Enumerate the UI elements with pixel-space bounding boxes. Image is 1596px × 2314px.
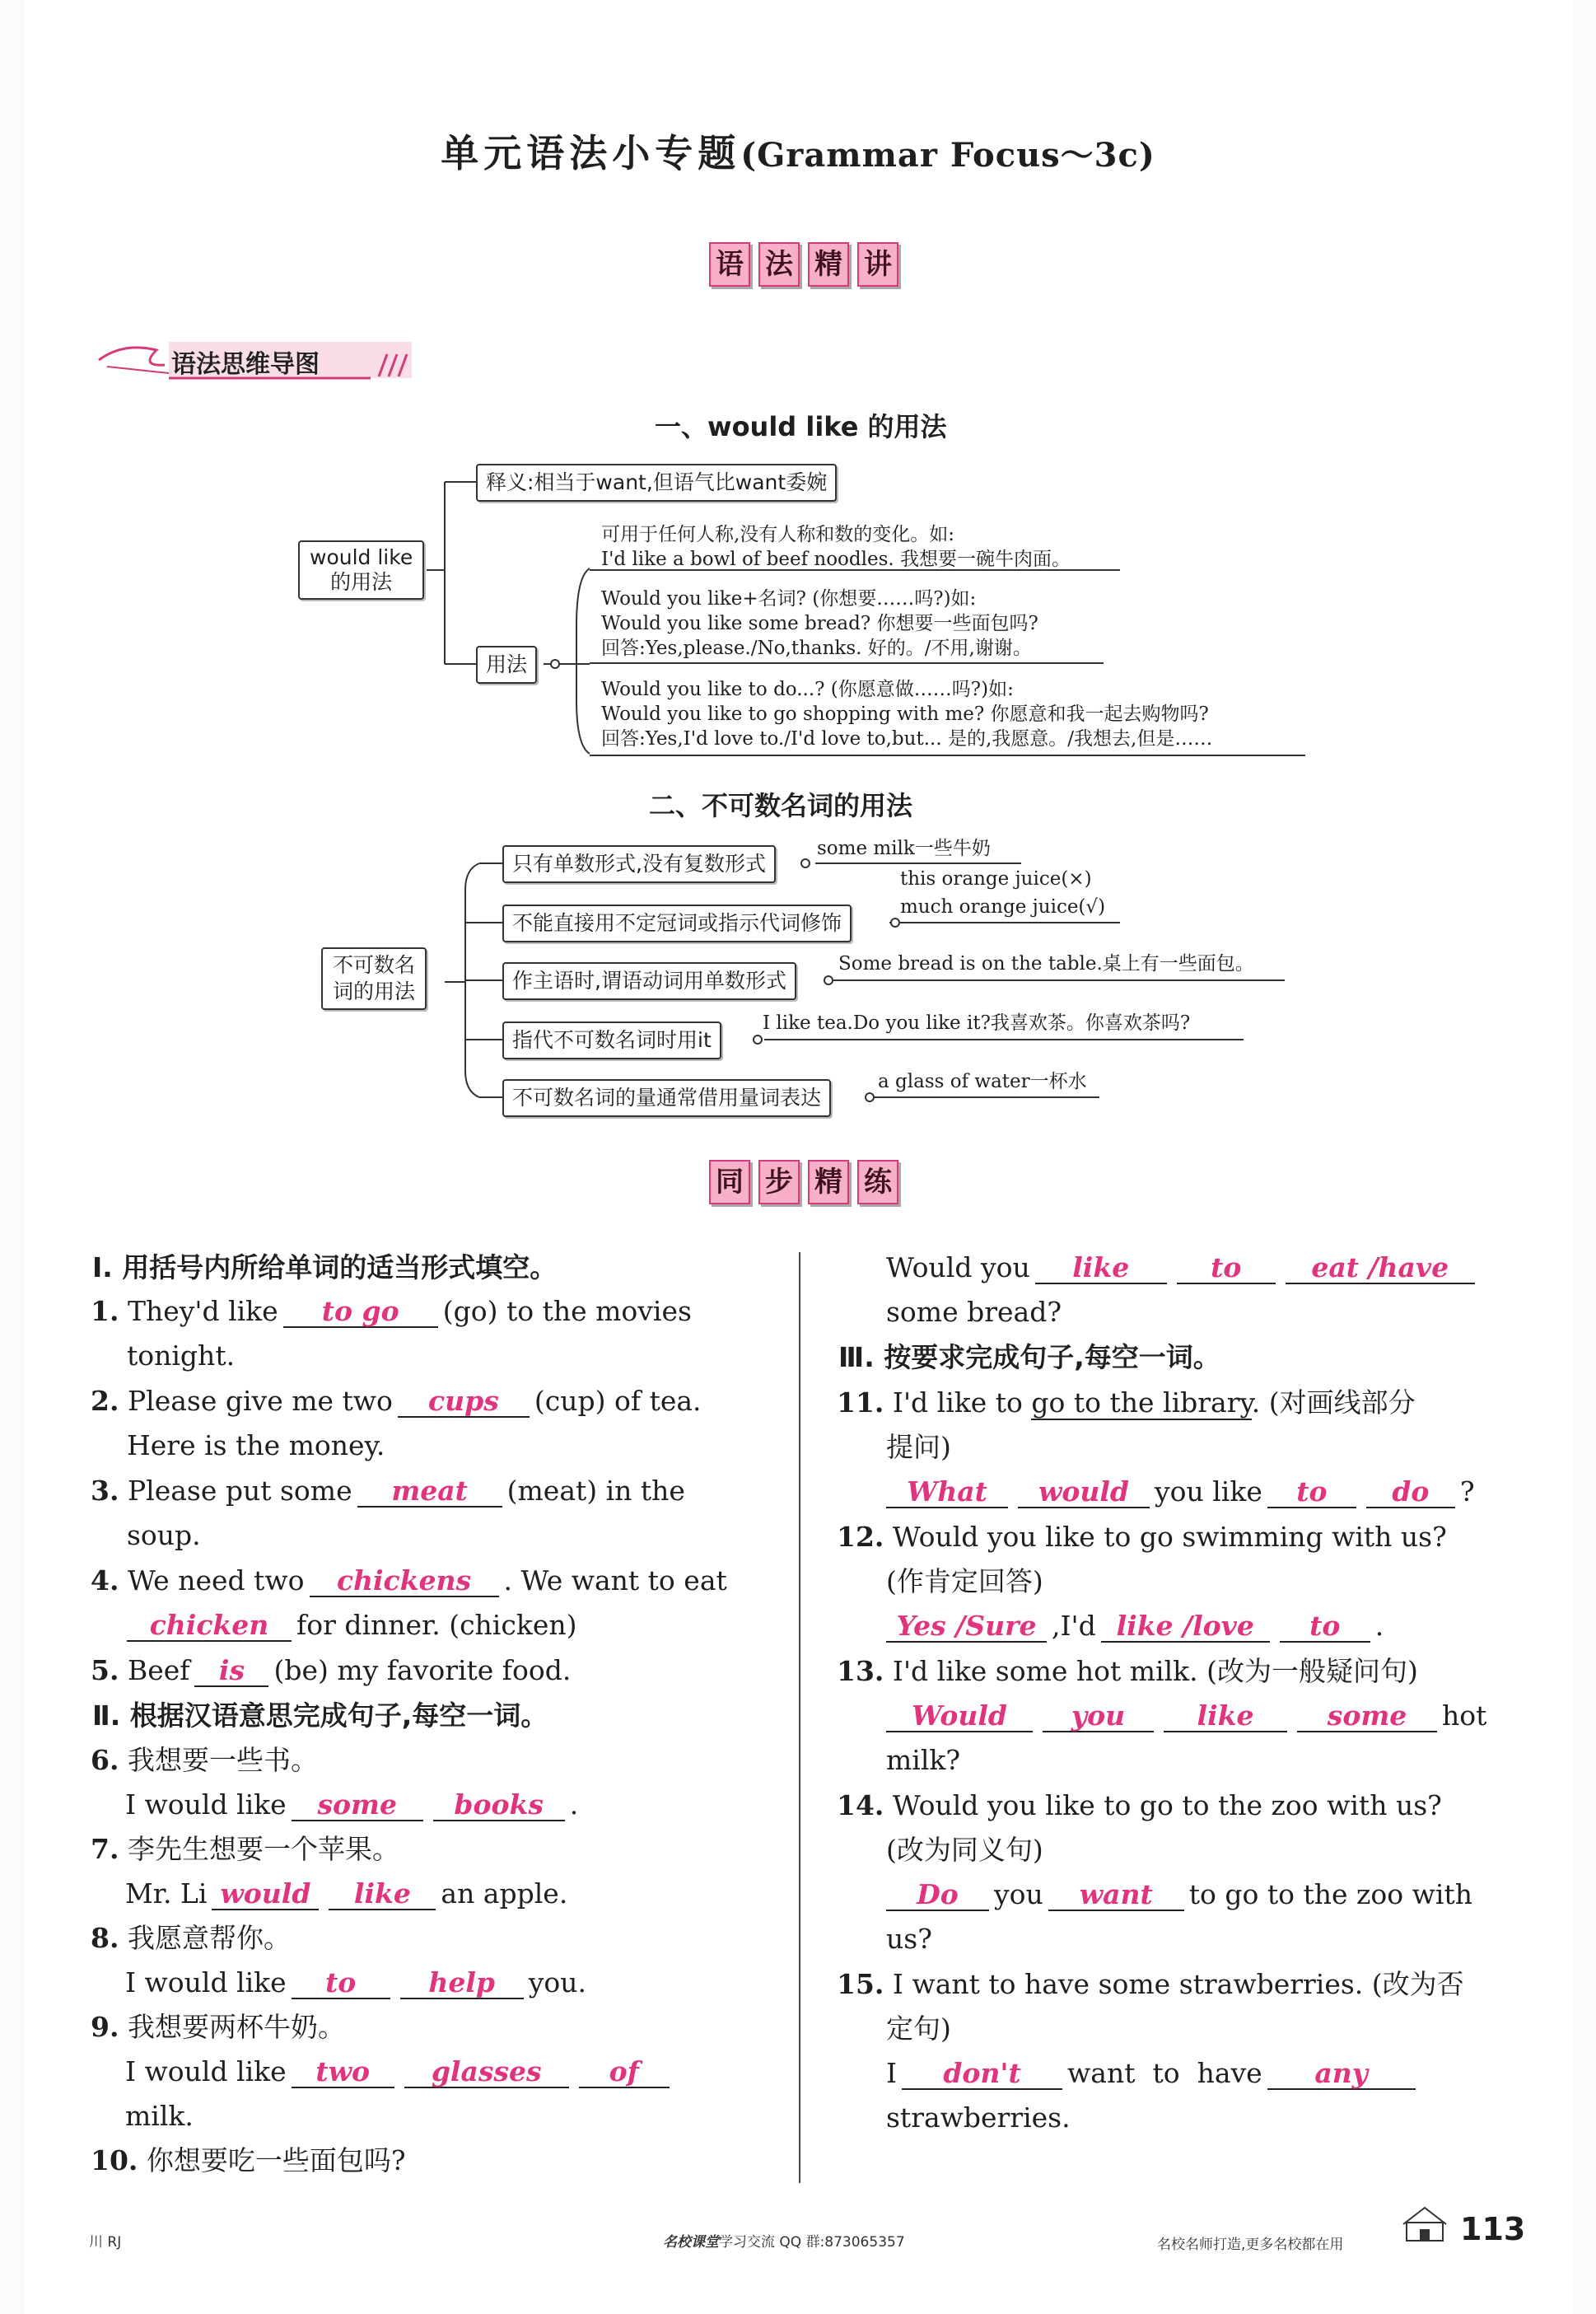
q-text: . We want to eat: [503, 1564, 727, 1596]
footer-edition: 川 RJ: [89, 2234, 122, 2251]
question-9: [91, 2011, 345, 2044]
q-number: 13.: [837, 1655, 884, 1687]
mindmap2-box-2: 不能直接用不定冠词或指示代词修饰: [502, 905, 852, 942]
answer-blank: some: [292, 1790, 423, 1821]
answer-blank: like: [1035, 1253, 1167, 1284]
exercise-heading-1: Ⅰ. 用括号内所给单词的适当形式填空。: [92, 1251, 558, 1283]
footer-slogan: 名校名师打造,更多名校都在用: [1157, 2237, 1344, 2253]
note-line: 回答:Yes,please./No,thanks. 好的。/不用,谢谢。: [601, 638, 1032, 659]
question-14-answer: [881, 1878, 1472, 1911]
question-7: [91, 1833, 399, 1866]
answer-blank: chickens: [310, 1566, 499, 1597]
q-number: 3.: [91, 1475, 119, 1507]
answer-blank: What: [886, 1477, 1008, 1508]
question-8-answer: [125, 1966, 586, 1999]
q-number: 7.: [91, 1833, 119, 1865]
mindmap2-note-5: a glass of water一杯水: [878, 1071, 1087, 1092]
q-number: 6.: [91, 1744, 119, 1776]
question-15-cont: 定句): [886, 2012, 951, 2045]
q-text: 我愿意帮你。: [127, 1922, 291, 1954]
q-number: 15.: [837, 1968, 884, 2000]
q-text: 李先生想要一个苹果。: [127, 1833, 399, 1865]
answer-blank: some: [1297, 1701, 1437, 1732]
answer-blank: meat: [357, 1476, 502, 1508]
exercise-heading-3: Ⅲ. 按要求完成句子,每空一词。: [838, 1341, 1220, 1373]
q-text: I would like: [125, 1966, 287, 1998]
q-text: you like: [1155, 1475, 1262, 1508]
q-text: Please give me two: [127, 1385, 393, 1417]
answer-blank: chicken: [127, 1610, 292, 1642]
answer-blank: is: [194, 1656, 268, 1687]
answer-blank: to: [1280, 1611, 1370, 1643]
q-text: I: [886, 2057, 898, 2089]
question-6: [91, 1744, 318, 1777]
q-number: 4.: [91, 1564, 119, 1596]
answer-blank: help: [400, 1968, 524, 1999]
section-badge-practice: [709, 1160, 898, 1204]
mindmap2-lines: [0, 0, 1596, 1153]
q-text: you: [994, 1878, 1043, 1910]
exercise-heading-2: Ⅱ. 根据汉语意思完成句子,每空一词。: [92, 1699, 548, 1732]
mindmap2-note-1: some milk一些牛奶: [817, 838, 991, 859]
q-text: I'd like some hot milk. (改为一般疑问句): [892, 1655, 1418, 1687]
question-13: [837, 1655, 1418, 1688]
mindmap1-usage-box: 用法: [476, 646, 537, 684]
q-text: Would you: [886, 1251, 1030, 1283]
q-text: (meat) in the: [506, 1475, 685, 1507]
q-text: (be) my favorite food.: [273, 1654, 572, 1686]
question-9-cont: milk.: [125, 2100, 194, 2132]
q-text: (cup) of tea.: [534, 1385, 702, 1417]
badge-char: 精: [808, 242, 849, 287]
answer-blank: like: [1164, 1701, 1287, 1732]
question-8: [91, 1922, 291, 1955]
badge-char: 练: [857, 1160, 898, 1204]
answer-blank: to: [1177, 1253, 1276, 1284]
mindmap-label: 语法思维导图: [171, 350, 320, 379]
mindmap2-box-1: 只有单数形式,没有复数形式: [502, 845, 776, 883]
q-text: 你想要吃一些面包吗?: [146, 2144, 406, 2176]
question-13-answer: [881, 1699, 1486, 1732]
column-divider: [799, 1252, 800, 2183]
question-2: [91, 1385, 702, 1418]
q-text: We need two: [127, 1564, 305, 1596]
badge-char: 法: [758, 242, 800, 287]
root-line: 词的用法: [333, 979, 416, 1003]
badge-char: 精: [808, 1160, 849, 1204]
badge-char: 步: [758, 1160, 800, 1204]
q-text: (go) to the movies: [442, 1295, 692, 1327]
answer-blank: Would: [886, 1701, 1033, 1732]
question-12-cont: (作肯定回答): [886, 1565, 1043, 1597]
question-1: [91, 1295, 692, 1328]
q-text: I would like: [125, 1788, 287, 1821]
question-15: [837, 1968, 1464, 2001]
q-number: 8.: [91, 1922, 119, 1954]
mindmap2-box-4: 指代不可数名词时用it: [502, 1021, 721, 1059]
title-cn: 单元语法小专题: [441, 131, 741, 175]
question-1-cont: tonight.: [127, 1339, 236, 1372]
section2-heading: 二、不可数名词的用法: [649, 790, 913, 821]
question-12: [837, 1521, 1447, 1554]
answer-blank: glasses: [404, 2057, 569, 2088]
q-text: an apple.: [441, 1877, 568, 1910]
question-11: [837, 1386, 1416, 1419]
question-11-answer: [881, 1475, 1475, 1508]
mindmap2-note-2a: this orange juice(×): [900, 868, 1092, 890]
question-10-answer: [886, 1251, 1480, 1284]
question-6-answer: [125, 1788, 578, 1821]
q-text: to go to the zoo with: [1188, 1878, 1472, 1910]
answer-blank: would: [1018, 1477, 1150, 1508]
mindmap2-box-3: 作主语时,谓语动词用单数形式: [502, 962, 796, 1000]
question-14-cont: (改为同义句): [886, 1834, 1043, 1866]
q-number: 10.: [91, 2144, 138, 2176]
note-line: 可用于任何人称,没有人称和数的变化。如:: [601, 524, 955, 545]
question-9-answer: [125, 2055, 674, 2088]
note-line: Would you like+名词? (你想要……吗?)如:: [601, 588, 977, 610]
answer-blank: two: [292, 2057, 394, 2088]
question-3: [91, 1475, 685, 1508]
q-number: 1.: [91, 1295, 119, 1327]
q-text: want to have: [1067, 2057, 1262, 2089]
mindmap2-note-2b: much orange juice(√): [900, 896, 1106, 918]
answer-blank: want: [1048, 1880, 1184, 1911]
answer-blank: you: [1043, 1701, 1154, 1732]
q-text: I want to have some strawberries. (改为否: [892, 1968, 1464, 2000]
question-14: [837, 1789, 1442, 1822]
question-2-cont: Here is the money.: [127, 1429, 385, 1461]
q-text: Would you like to go to the zoo with us?: [892, 1789, 1442, 1821]
note-line: Would you like to do...? (你愿意做……吗?)如:: [601, 679, 1014, 700]
title-en: (Grammar Focus～3c): [740, 136, 1155, 175]
root-line: 不可数名: [333, 953, 416, 977]
q-text: Mr. Li: [125, 1877, 208, 1910]
question-4: [91, 1564, 727, 1597]
page-number: 113: [1460, 2211, 1526, 2247]
badge-char: 讲: [857, 242, 898, 287]
note-line: 回答:Yes,I'd love to./I'd love to,but... 是的,我愿意。/我想去,但是……: [601, 728, 1213, 750]
mindmap2-root: [321, 947, 427, 1010]
q-text: . (对画线部分: [1251, 1386, 1416, 1419]
root-line: 的用法: [330, 570, 393, 594]
footer-qq-text: 学习交流 QQ 群:873065357: [719, 2234, 905, 2251]
q-number: 9.: [91, 2011, 119, 2043]
q-text: ,I'd: [1052, 1610, 1096, 1642]
question-5: [91, 1654, 571, 1687]
footer-brand: 名校课堂: [663, 2234, 719, 2251]
q-text: I'd like to: [892, 1386, 1023, 1419]
answer-blank: Yes /Sure: [886, 1611, 1047, 1643]
question-11-cont: 提问): [886, 1431, 951, 1463]
underlined-part: go to the library: [1031, 1386, 1252, 1419]
answer-blank: any: [1267, 2059, 1416, 2090]
q-text: you.: [528, 1966, 586, 1998]
q-number: 12.: [837, 1521, 884, 1553]
q-text: Would you like to go swimming with us?: [892, 1521, 1447, 1553]
answer-blank: to go: [283, 1297, 438, 1328]
q-text: hot: [1442, 1699, 1487, 1732]
q-text: 我想要两杯牛奶。: [127, 2011, 345, 2043]
question-15-cont2: strawberries.: [886, 2101, 1071, 2134]
answer-blank: cups: [398, 1386, 530, 1418]
badge-char: 同: [709, 1160, 750, 1204]
q-text: for dinner. (chicken): [296, 1609, 577, 1641]
mindmap1-meaning-box: 释义:相当于want,但语气比want委婉: [476, 464, 837, 502]
answer-blank: eat /have: [1286, 1253, 1475, 1284]
note-line: Would you like to go shopping with me? 你愿意和我一起去购物吗?: [601, 704, 1209, 725]
question-12-answer: [881, 1610, 1384, 1643]
question-13-cont: milk?: [886, 1744, 961, 1776]
answer-blank: don't: [902, 2059, 1062, 2090]
badge-char: 语: [709, 242, 750, 287]
q-text: ?: [1459, 1475, 1475, 1508]
q-text: 我想要一些书。: [127, 1744, 318, 1776]
question-3-cont: soup.: [127, 1519, 201, 1551]
note-line: I'd like a bowl of beef noodles. 我想要一碗牛肉面。: [601, 549, 1071, 570]
section1-heading: 一、would like 的用法: [655, 411, 947, 442]
answer-blank: would: [212, 1879, 319, 1910]
note-line: Would you like some bread? 你想要一些面包吗?: [601, 613, 1038, 634]
q-text: Please put some: [127, 1475, 352, 1507]
q-text: .: [569, 1788, 579, 1821]
answer-blank: do: [1366, 1477, 1455, 1508]
question-4-cont: [122, 1609, 577, 1642]
q-number: 11.: [837, 1386, 884, 1419]
q-number: 14.: [837, 1789, 884, 1821]
question-10-cont: some bread?: [886, 1296, 1062, 1328]
answer-blank: like: [329, 1879, 436, 1910]
school-logo-icon: [1400, 2201, 1449, 2249]
q-text: I would like: [125, 2055, 287, 2087]
q-number: 5.: [91, 1654, 119, 1686]
q-text: They'd like: [127, 1295, 278, 1327]
answer-blank: to: [1267, 1477, 1356, 1508]
footer-qq: [663, 2230, 905, 2251]
answer-blank: like /love: [1101, 1611, 1270, 1643]
root-line: would like: [310, 545, 413, 569]
mindmap2-note-4: I like tea.Do you like it?我喜欢茶。你喜欢茶吗?: [763, 1012, 1191, 1034]
mindmap2-box-5: 不可数名词的量通常借用量词表达: [502, 1079, 831, 1117]
answer-blank: books: [433, 1790, 565, 1821]
question-7-answer: [125, 1877, 567, 1910]
question-10: [91, 2144, 406, 2177]
answer-blank: of: [579, 2057, 670, 2088]
mindmap2-note-3: Some bread is on the table.桌上有一些面包。: [838, 953, 1254, 975]
question-15-answer: [886, 2057, 1421, 2090]
answer-blank: Do: [886, 1880, 989, 1911]
q-text: Beef: [127, 1654, 190, 1686]
q-number: 2.: [91, 1385, 119, 1417]
question-14-cont2: us?: [886, 1923, 932, 1955]
answer-blank: to: [292, 1968, 390, 1999]
q-text: .: [1374, 1610, 1384, 1642]
